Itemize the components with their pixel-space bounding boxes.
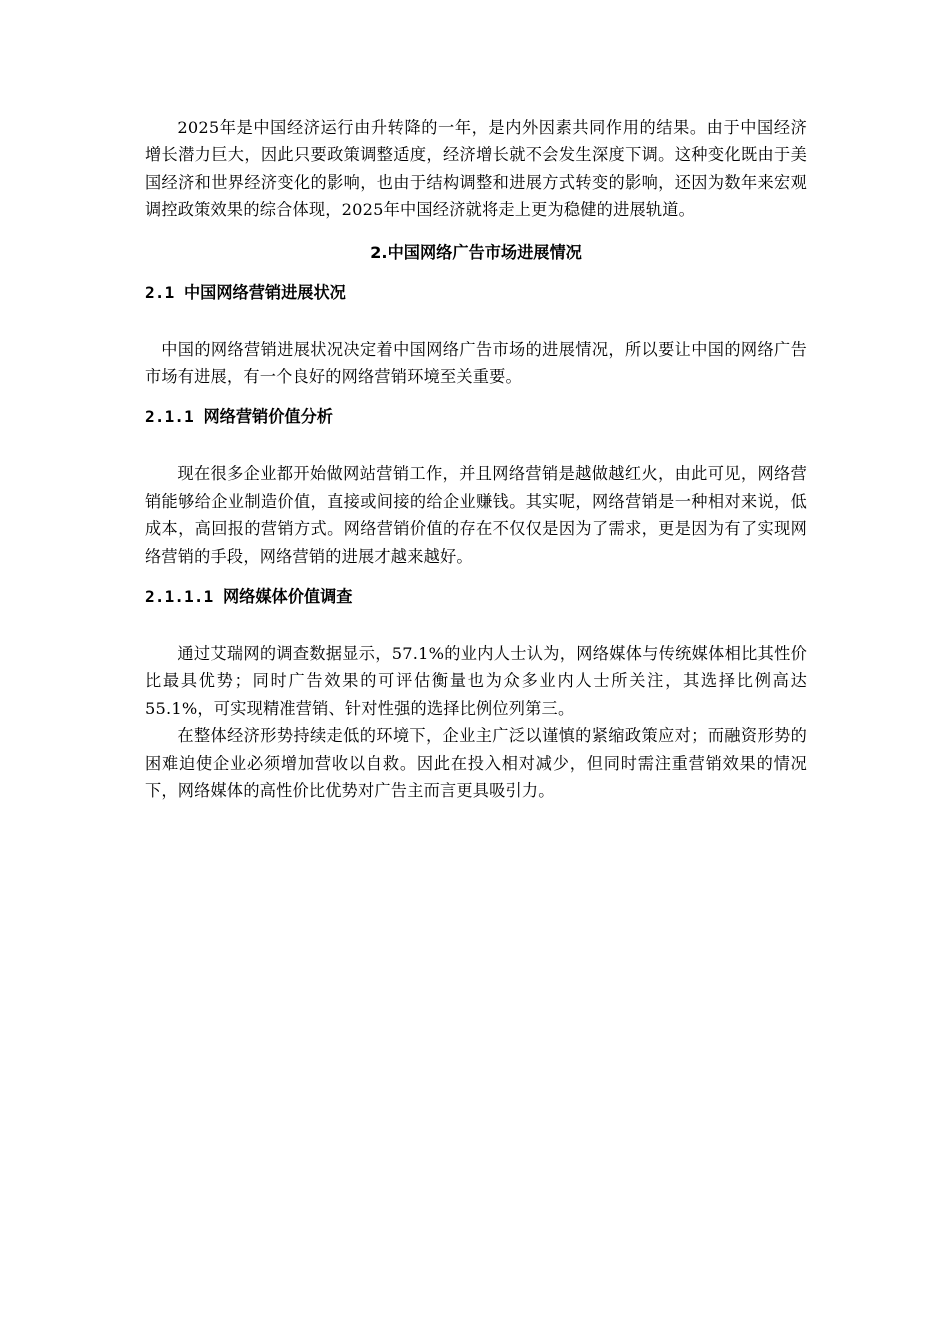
spacer (145, 266, 807, 280)
heading-2-1-1-1: 2.1.1.1 网络媒体价值调查 (145, 587, 353, 607)
spacer (145, 610, 807, 640)
spacer (145, 570, 807, 584)
spacer (145, 430, 807, 460)
section-title: 2.中国网络广告市场进展情况 (370, 242, 582, 262)
paragraph-2-1-1-1-a: 通过艾瑞网的调查数据显示，57.1%的业内人士认为，网络媒体与传统媒体相比其性价比最具优势；同时广告效果的可评估衡量也为众多业内人士所关注，其选择比例高达55.1%，可实现精准营销、针对性强的选择比例位列第三。 (145, 644, 807, 718)
paragraph-2-1: 中国的网络营销进展状况决定着中国网络广告市场的进展情况，所以要让中国的网络广告市场有进展，有一个良好的网络营销环境至关重要。 (145, 339, 807, 387)
heading-2-1-1: 2.1.1 网络营销价值分析 (145, 407, 333, 427)
paragraph-2-1-1: 现在很多企业都开始做网站营销工作，并且网络营销是越做越红火，由此可见，网络营销能够给企业制造价值，直接或间接的给企业赚钱。其实呢，网络营销是一种相对来说，低成本，高回报的营销方式。网络营销价值的存在不仅仅是因为了需求，更是因为有了实现网络营销的手段，网络营销的进展才越来越好。 (145, 464, 807, 566)
spacer (145, 306, 807, 336)
heading-2-1: 2.1 中国网络营销进展状况 (145, 282, 346, 302)
paragraph-2-1-1-1-b: 在整体经济形势持续走低的环境下，企业主广泛以谨慎的紧缩政策应对；而融资形势的困难迫使企业必须增加营收以自救。因此在投入相对减少，但同时需注重营销效果的情况下，网络媒体的高性价比优势对广告主而言更具吸引力。 (145, 726, 807, 801)
spacer (145, 390, 807, 404)
intro-paragraph: 2025年是中国经济运行由升转降的一年，是内外因素共同作用的结果。由于中国经济增长潜力巨大，因此只要政策调整适度，经济增长就不会发生深度下调。这种变化既由于美国经济和世界经济变化的影响，也由于结构调整和进展方式转变的影响，还因为数年来宏观调控政策效果的综合体现，2025年中国经济就将走上更为稳健的进展轨道。 (145, 118, 807, 220)
document-body (145, 114, 807, 805)
